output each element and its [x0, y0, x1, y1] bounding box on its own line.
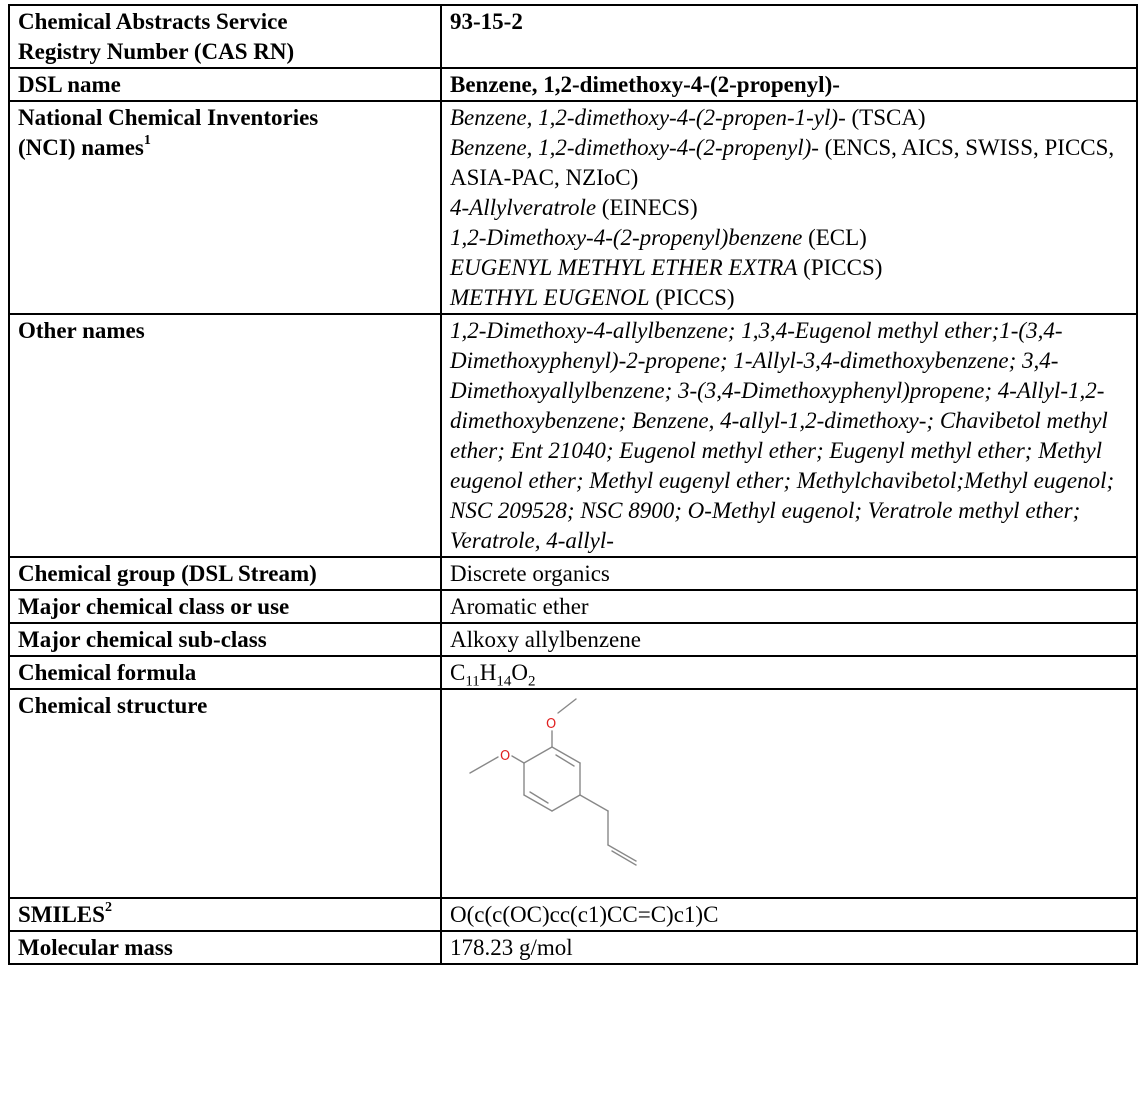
subclass-value: Alkoxy allylbenzene — [441, 623, 1137, 656]
oxygen-atom-label-top: O — [546, 717, 557, 732]
mass-value: 178.23 g/mol — [441, 931, 1137, 964]
nci-entry-name: 4-Allylveratrole — [450, 195, 597, 220]
cas-label-line2: Registry Number (CAS RN) — [18, 39, 295, 64]
nci-label-line2: (NCI) names — [18, 135, 144, 160]
structure-cell — [441, 689, 1137, 898]
other-names-label: Other names — [9, 314, 441, 557]
class-value: Aromatic ether — [441, 590, 1137, 623]
nci-entry-source: (EINECS) — [596, 195, 698, 220]
chemical-identity-table — [8, 4, 1138, 965]
table-row-structure — [9, 689, 1137, 898]
nci-entry — [450, 133, 1128, 193]
table-row-other-names — [9, 314, 1137, 557]
cas-label-line1: Chemical Abstracts Service — [18, 9, 288, 34]
oxygen-atom-label-left: O — [500, 749, 511, 764]
nci-entry-name: EUGENYL METHYL ETHER EXTRA — [450, 255, 798, 280]
nci-entry-source: (ECL) — [802, 225, 867, 250]
mass-label: Molecular mass — [9, 931, 441, 964]
nci-entry-source: (ENCS, AICS, SWISS, PICCS, ASIA-PAC, NZIoC) — [450, 135, 1115, 190]
nci-entry-name: METHYL EUGENOL — [450, 285, 650, 310]
table-row-group — [9, 557, 1137, 590]
subclass-label: Major chemical sub-class — [9, 623, 441, 656]
nci-entry — [450, 253, 1128, 283]
formula-count: 2 — [528, 673, 536, 690]
nci-entry-source: (PICCS) — [649, 285, 735, 310]
formula-count: 14 — [496, 673, 512, 690]
smiles-label-text: SMILES — [18, 902, 105, 927]
nci-label — [9, 101, 441, 314]
formula-value — [441, 656, 1137, 689]
table-row-formula — [9, 656, 1137, 689]
cas-value: 93-15-2 — [441, 5, 1137, 68]
formula-element: C — [450, 660, 466, 685]
group-label: Chemical group (DSL Stream) — [9, 557, 441, 590]
formula-count: 11 — [465, 673, 480, 690]
nci-entry-source: (PICCS) — [797, 255, 883, 280]
table-row-nci — [9, 101, 1137, 314]
nci-label-line1: National Chemical Inventories — [18, 105, 319, 130]
nci-entry — [450, 103, 1128, 133]
nci-value — [441, 101, 1137, 314]
table-row-subclass — [9, 623, 1137, 656]
smiles-value: O(c(c(OC)cc(c1)CC=C)c1)C — [441, 898, 1137, 931]
table-row-class — [9, 590, 1137, 623]
nci-entry-name: 1,2-Dimethoxy-4-(2-propenyl)benzene — [450, 225, 803, 250]
dsl-value: Benzene, 1,2-dimethoxy-4-(2-propenyl)- — [441, 68, 1137, 101]
nci-entry-name: Benzene, 1,2-dimethoxy-4-(2-propenyl)- — [450, 135, 819, 160]
formula-element: H — [479, 660, 497, 685]
smiles-label — [9, 898, 441, 931]
group-value: Discrete organics — [441, 557, 1137, 590]
formula-element: O — [511, 660, 529, 685]
class-label: Major chemical class or use — [9, 590, 441, 623]
table-row-dsl — [9, 68, 1137, 101]
other-names-value: 1,2-Dimethoxy-4-allylbenzene; 1,3,4-Eugenol methyl ether;1-(3,4-Dimethoxyphenyl)-2-propene; 1-Allyl-3,4-dimethoxybenzene; 3,4-Dimethoxyallylbenzene; 3-(3,4-Dimethoxyphenyl)propene; 4-Allyl-1,2-dimethoxybenzene; Benzene, 4-allyl-1,2-dimethoxy-; Chavibetol methyl ether; Ent 21040; Eugenol methyl ether; Eugenyl methyl ether; Methyl eugenol ether; Methyl eugenyl ether; Methylchavibetol;Methyl eugenol; NSC 209528; NSC 8900; O-Methyl eugenol; Veratrole methyl ether; Veratrole, 4-allyl- — [441, 314, 1137, 557]
nci-entry — [450, 223, 1128, 253]
structure-label: Chemical structure — [9, 689, 441, 898]
table-row-cas — [9, 5, 1137, 68]
chemical-structure-image — [466, 695, 666, 893]
nci-entry — [450, 193, 1128, 223]
formula-label: Chemical formula — [9, 656, 441, 689]
nci-entry — [450, 283, 1128, 313]
table-row-mass — [9, 931, 1137, 964]
dsl-label: DSL name — [9, 68, 441, 101]
table-row-smiles — [9, 898, 1137, 931]
nci-entry-source: (TSCA) — [845, 105, 926, 130]
cas-label — [9, 5, 441, 68]
nci-entry-name: Benzene, 1,2-dimethoxy-4-(2-propen-1-yl)- — [450, 105, 846, 130]
smiles-footnote-marker: 2 — [104, 900, 112, 916]
nci-footnote-marker: 1 — [143, 133, 151, 149]
